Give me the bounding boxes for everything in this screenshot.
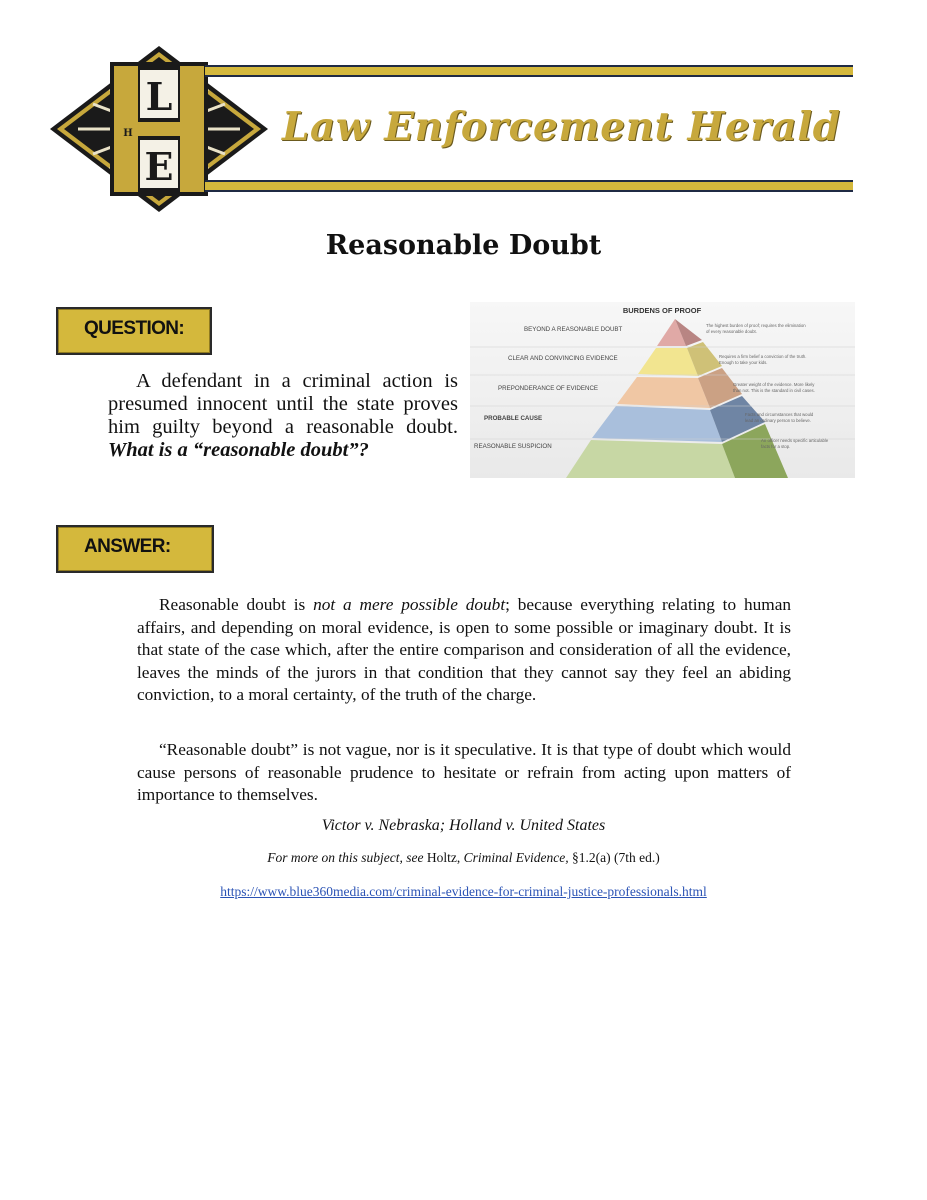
pyramid-label-5: REASONABLE SUSPICION: [474, 443, 552, 450]
pyramid-desc-5a: An officer needs specific articulable: [761, 438, 829, 443]
question-label-box: [56, 307, 212, 355]
pyramid-desc-3a: Greater weight of the evidence. More likely: [733, 382, 815, 387]
further-reading-author: Holtz,: [423, 850, 464, 865]
answer-label-box: [56, 525, 214, 573]
pyramid-desc-4a: Facts and circumstances that would: [745, 412, 814, 417]
question-prompt: What is a “reasonable doubt”?: [108, 439, 369, 461]
pyramid-desc-2b: Enough to take your kids.: [719, 360, 768, 365]
masthead-title: Law Enforcement Herald: [282, 104, 841, 150]
answer-label: ANSWER:: [84, 536, 171, 557]
pyramid-desc-1b: of every reasonable doubt.: [706, 329, 757, 334]
further-reading: [0, 850, 927, 866]
answer-p1-start: Reasonable doubt is: [159, 595, 314, 614]
logo-letter-l: L: [145, 74, 173, 119]
question-label: QUESTION:: [84, 318, 185, 339]
logo-letter-h: H: [123, 128, 133, 139]
answer-p1-emphasis: not a mere possible doubt: [313, 595, 506, 614]
answer-paragraph-1: [137, 594, 791, 707]
pyramid-label-4: PROBABLE CAUSE: [484, 415, 543, 422]
page-title: Reasonable Doubt: [325, 230, 602, 261]
pyramid-label-3: PREPONDERANCE OF EVIDENCE: [498, 385, 599, 392]
masthead-rule-top: [205, 65, 853, 77]
pyramid-label-2: CLEAR AND CONVINCING EVIDENCE: [508, 355, 618, 362]
masthead-rule-bottom: [205, 180, 853, 192]
question-text: [108, 370, 458, 462]
pyramid-desc-4b: lead an ordinary person to believe.: [745, 418, 811, 423]
pyramid-desc-2a: Requires a firm belief a conviction of the truth.: [719, 354, 807, 359]
burdens-of-proof-pyramid: [470, 302, 855, 478]
question-statement: A defendant in a criminal action is presumed innocent until the state proves him guilty beyond a reasonable doubt.: [108, 370, 458, 438]
pyramid-desc-3b: than not. This is the standard in civil cases.: [733, 388, 815, 393]
further-reading-prefix: For more on this subject, see: [267, 850, 424, 865]
pyramid-desc-1a: The highest burden of proof; requires the elimination: [706, 323, 806, 328]
pyramid-title: BURDENS OF PROOF: [622, 306, 702, 315]
answer-p1-rest: ; because everything relating to human affairs, and depending on moral evidence, is open to some possible or imaginary doubt. It is that state of the case which, after the entire comparison and consideration of all the evidence, leaves the minds of the jurors in that condition that they cannot say they feel an abiding conviction, to a moral certainty, of the truth of the charge.: [137, 595, 792, 705]
pyramid-desc-5b: facts for a stop.: [761, 444, 791, 449]
further-reading-section: §1.2(a) (7th ed.): [568, 850, 660, 865]
logo-letter-e: E: [144, 144, 174, 189]
reference-link[interactable]: https://www.blue360media.com/criminal-evidence-for-criminal-justice-professionals.html: [220, 884, 707, 899]
case-citation: Victor v. Nebraska; Holland v. United States: [321, 817, 606, 834]
answer-paragraph-2: “Reasonable doubt” is not vague, nor is it speculative. It is that type of doubt which would cause persons of reasonable prudence to hesitate or refrain from acting upon matters of importance to themselves.: [137, 740, 791, 805]
pyramid-label-1: BEYOND A REASONABLE DOUBT: [524, 326, 623, 333]
further-reading-book: Criminal Evidence,: [463, 850, 569, 865]
